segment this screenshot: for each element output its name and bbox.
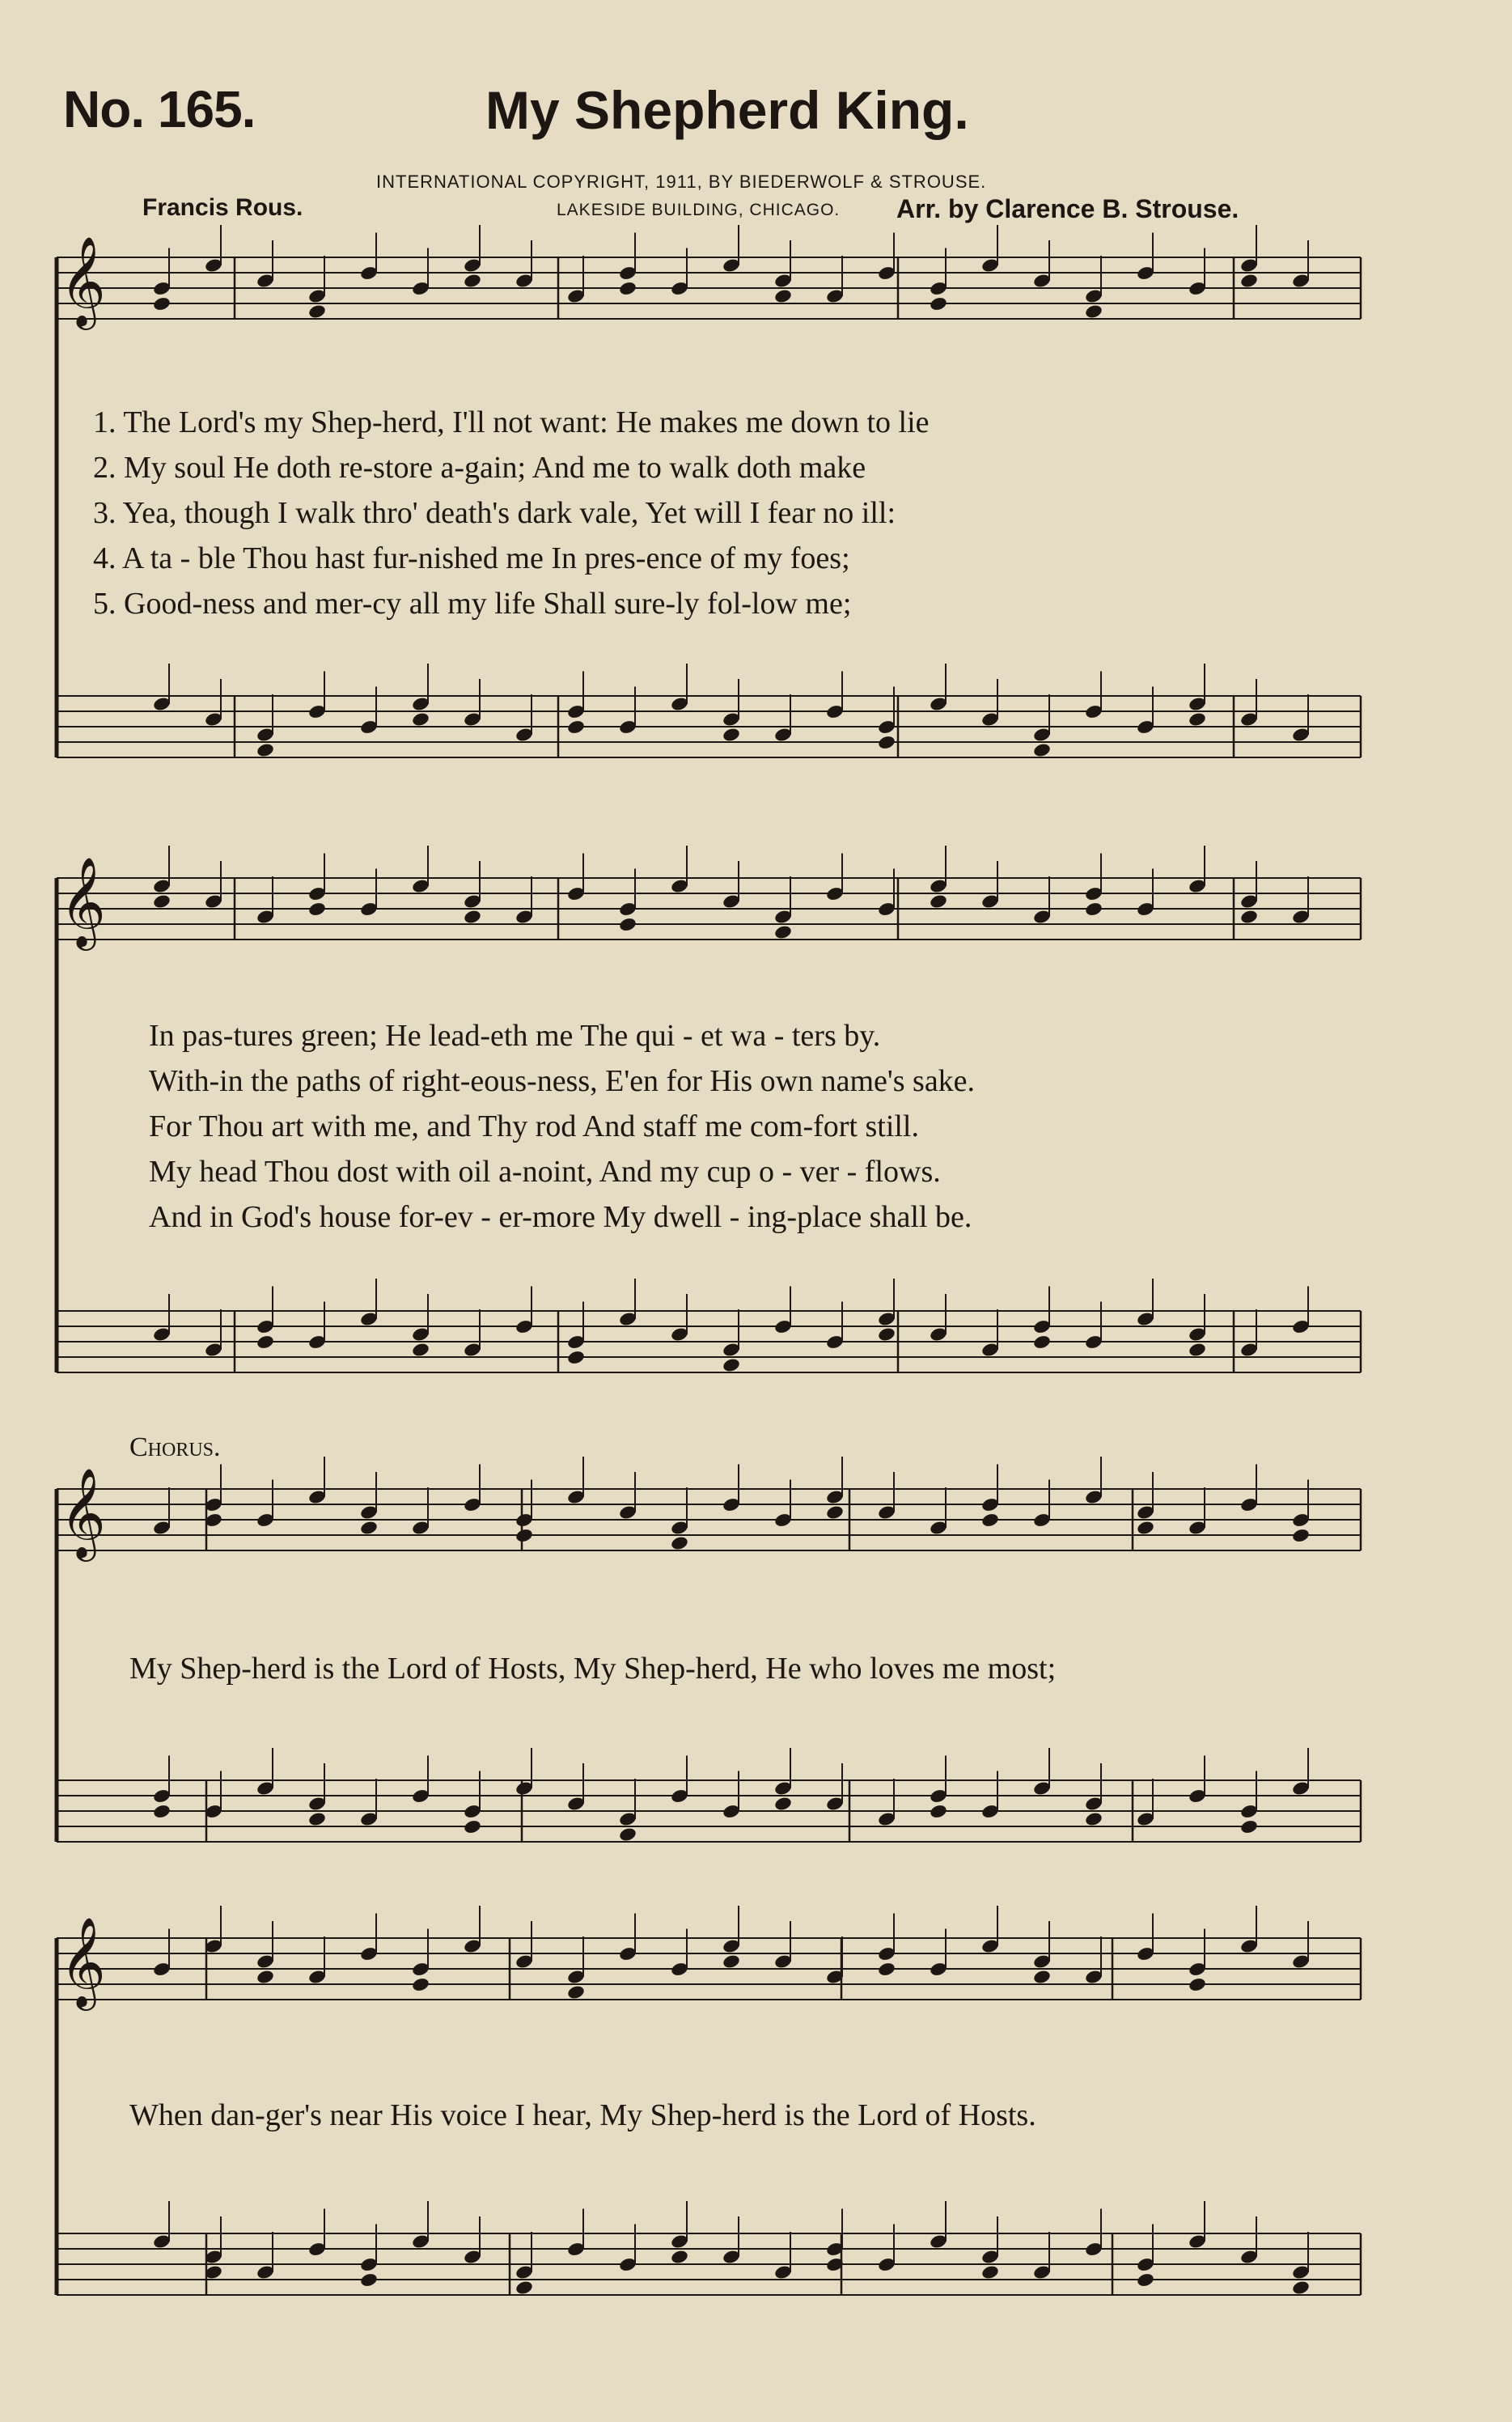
treble-note — [359, 1520, 379, 1536]
author-credit: Francis Rous. — [142, 194, 303, 221]
chorus-lyric-line-1: My Shep-herd is the Lord of Hosts, My Shep-herd, He who loves me most; — [129, 1652, 1057, 1686]
treble-note — [670, 1535, 689, 1551]
bass-note — [773, 1796, 793, 1812]
bass-note — [618, 1826, 637, 1843]
treble-note — [515, 1528, 534, 1544]
bass-note — [722, 1357, 741, 1373]
treble-clef: 𝄞 — [60, 1916, 106, 2007]
bass-note — [670, 2249, 689, 2265]
bass-note — [980, 2264, 1000, 2280]
treble-note — [929, 296, 948, 312]
treble-note — [618, 917, 637, 933]
treble-note — [1136, 1520, 1155, 1536]
treble-note — [1188, 1977, 1207, 1993]
treble-note — [307, 901, 327, 918]
treble-note — [929, 893, 948, 910]
bass-note — [1188, 711, 1207, 727]
bass-note — [877, 735, 896, 751]
arranger-credit: Arr. by Clarence B. Strouse. — [896, 194, 1239, 223]
chorus-label: Chorus. — [129, 1432, 221, 1462]
bass-note — [307, 1811, 327, 1827]
treble-note — [152, 893, 172, 910]
bass-note — [1239, 1819, 1259, 1835]
treble-note — [1084, 303, 1103, 320]
verse-line: 3. Yea, though I walk thro' death's dark vale, Yet will I fear no ill: — [93, 496, 896, 530]
verse-line: 1. The Lord's my Shep-herd, I'll not want: He makes me down to lie — [93, 405, 930, 439]
bass-note — [411, 711, 430, 727]
bass-note — [1188, 1342, 1207, 1358]
treble-note — [256, 1969, 275, 1985]
verse-line: And in God's house for-ev - er-more My dwell - ing-place shall be. — [149, 1200, 972, 1234]
bass-note — [1032, 1334, 1052, 1351]
treble-note — [825, 1504, 845, 1521]
treble-note — [980, 1512, 1000, 1529]
treble-note — [307, 303, 327, 320]
bass-note — [152, 1804, 172, 1820]
copyright-notice: INTERNATIONAL COPYRIGHT, 1911, BY BIEDERWOLF & STROUSE. — [376, 172, 987, 192]
treble-note — [463, 273, 482, 289]
bass-note — [566, 1350, 586, 1366]
verse-line: In pas-tures green; He lead-eth me The qui - et wa - ters by. — [149, 1019, 881, 1053]
bass-note — [722, 727, 741, 743]
publisher-address: LAKESIDE BUILDING, CHICAGO. — [557, 201, 841, 219]
bass-note — [877, 1326, 896, 1342]
treble-note — [411, 1977, 430, 1993]
bass-note — [1291, 2280, 1311, 2296]
bass-note — [515, 2280, 534, 2296]
bass-note — [463, 1819, 482, 1835]
hymn-number: No. 165. — [63, 80, 256, 138]
treble-clef: 𝄞 — [60, 235, 106, 326]
treble-clef: 𝄞 — [60, 856, 106, 947]
treble-note — [877, 1962, 896, 1978]
bass-note — [1032, 742, 1052, 758]
treble-note — [152, 296, 172, 312]
treble-note — [618, 281, 637, 297]
treble-note — [722, 1953, 741, 1970]
verse-line: My head Thou dost with oil a-noint, And my cup o - ver - flows. — [149, 1155, 941, 1189]
treble-note — [566, 1984, 586, 2000]
chorus-lyric-line-2: When dan-ger's near His voice I hear, My Shep-herd is the Lord of Hosts. — [129, 2098, 1036, 2132]
treble-note — [1084, 901, 1103, 918]
treble-note — [463, 909, 482, 925]
treble-note — [1239, 273, 1259, 289]
bass-note — [411, 1342, 430, 1358]
bass-note — [1084, 1811, 1103, 1827]
verse-line: 4. A ta - ble Thou hast fur-nished me In pres-ence of my foes; — [93, 541, 850, 575]
bass-note — [256, 1334, 275, 1351]
treble-note — [1239, 909, 1259, 925]
bass-note — [1136, 2272, 1155, 2288]
bass-note — [566, 719, 586, 736]
treble-note — [773, 288, 793, 304]
treble-note — [1032, 1969, 1052, 1985]
bass-note — [256, 742, 275, 758]
hymn-title: My Shepherd King. — [485, 80, 969, 140]
verse-lyrics-part1 — [93, 400, 930, 626]
verse-line: With-in the paths of right-eous-ness, E'en for His own name's sake. — [149, 1064, 976, 1098]
verse-line: 5. Good-ness and mer-cy all my life Shall sure-ly fol-low me; — [93, 587, 852, 621]
treble-note — [1291, 1528, 1311, 1544]
bass-note — [359, 2272, 379, 2288]
treble-note — [773, 924, 793, 940]
verse-line: For Thou art with me, and Thy rod And staff me com-fort still. — [149, 1109, 919, 1143]
treble-clef: 𝄞 — [60, 1467, 106, 1558]
verse-lyrics-part2 — [149, 1013, 975, 1240]
verse-line: 2. My soul He doth re-store a-gain; And me to walk doth make — [93, 451, 866, 485]
bass-note — [929, 1804, 948, 1820]
